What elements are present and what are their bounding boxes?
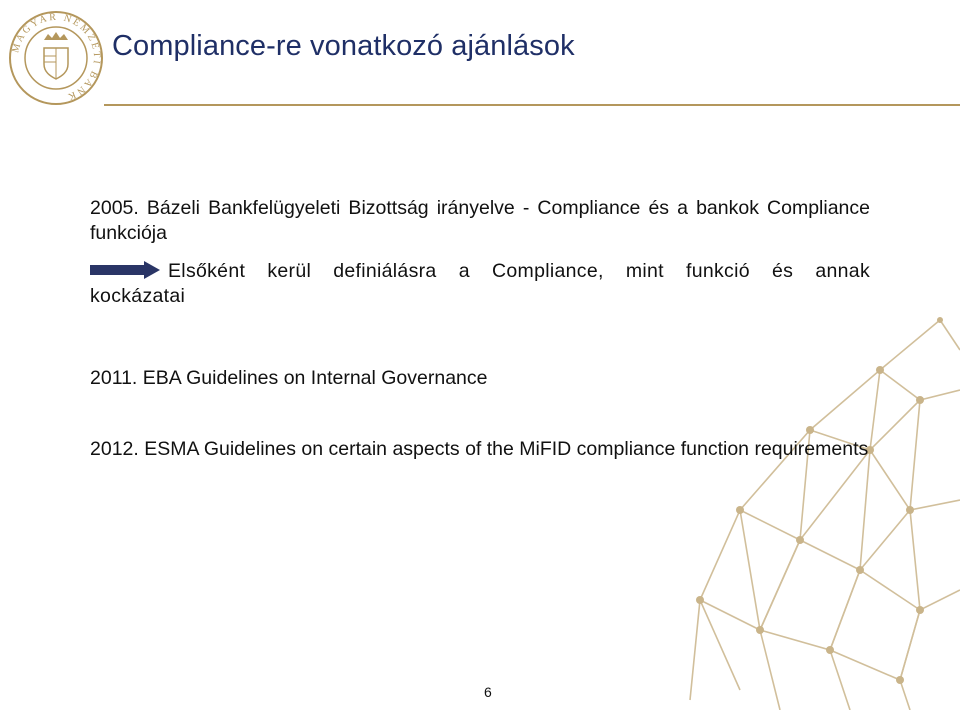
slide-title: Compliance-re vonatkozó ajánlások: [112, 30, 575, 62]
item-year: 2012.: [90, 438, 139, 460]
item-text: Bázeli Bankfelügyeleti Bizottság irányelve - Compliance és a bankok Compliance funkciója: [90, 197, 870, 244]
central-bank-seal-icon: [8, 10, 104, 106]
item-definition: [90, 259, 870, 309]
item-year: 2005.: [90, 197, 139, 219]
item-text: ESMA Guidelines on certain aspects of the MiFID compliance function requirements: [144, 438, 869, 460]
item-2012: [90, 437, 870, 462]
item-year: 2011.: [90, 367, 138, 389]
page-number: 6: [484, 684, 492, 700]
item-2011: [90, 366, 870, 391]
item-text: Elsőként kerül definiálásra a Compliance, mint funkció és annak kockázatai: [90, 260, 870, 307]
right-arrow-icon: [90, 261, 160, 279]
item-text: EBA Guidelines on Internal Governance: [142, 367, 488, 389]
title-divider: [104, 104, 960, 106]
item-2005: [90, 196, 870, 246]
seal-ring-text: MAGYAR NEMZETI BANK: [10, 11, 103, 103]
